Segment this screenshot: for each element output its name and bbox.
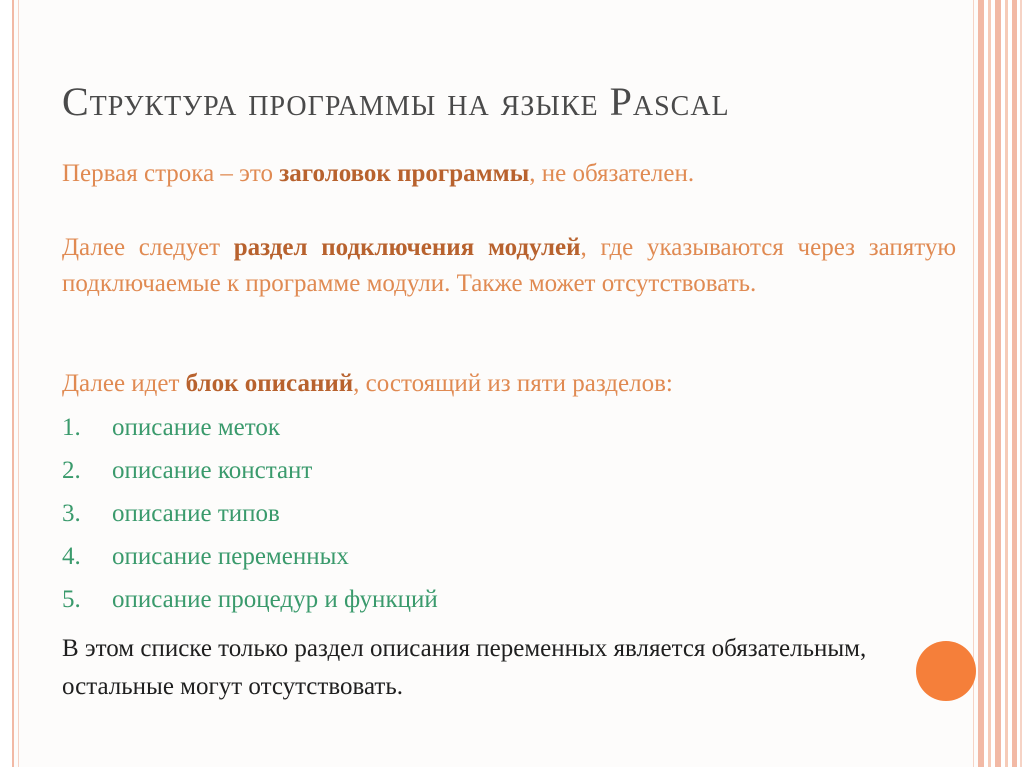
highlight-term: блок описаний (185, 370, 354, 397)
stripe (1012, 0, 1017, 767)
sections-list (62, 406, 438, 621)
stripe (1020, 0, 1022, 767)
slide-title: Структура программы на языке Pascal (62, 79, 730, 124)
stripe (995, 0, 1001, 767)
stripe (1005, 0, 1008, 767)
paragraph-text: Далее следует (62, 234, 234, 261)
paragraph-header (62, 156, 694, 192)
list-item (62, 449, 438, 492)
list-item (62, 492, 438, 535)
list-item (62, 578, 438, 621)
list-text: описание констант (112, 457, 313, 484)
list-number: 5. (62, 586, 81, 613)
stripe (980, 0, 984, 767)
list-number: 3. (62, 500, 81, 527)
paragraph-declarations (62, 366, 673, 402)
paragraph-text: , состоящий из пяти разделов: (353, 370, 673, 397)
stripe (988, 0, 991, 767)
paragraph-text: , где указываются через запятую подключаемые к программе модули. Также может отсутствовать. (62, 234, 956, 297)
decorative-stripes (980, 0, 1024, 767)
list-item (62, 406, 438, 449)
list-text: описание типов (112, 500, 280, 527)
list-item (62, 535, 438, 578)
list-text: описание переменных (112, 543, 349, 570)
list-number: 4. (62, 543, 81, 570)
paragraph-text: Далее идет (62, 370, 186, 397)
list-number: 2. (62, 457, 81, 484)
note-text: В этом списке только раздел описания переменных является обязательным, остальные могут отсутствовать. (62, 635, 867, 700)
paragraph-text: , не обязателен. (529, 160, 695, 187)
list-text: описание меток (112, 414, 281, 441)
paragraph-modules (62, 230, 956, 302)
highlight-term: заголовок программы (279, 160, 530, 187)
highlight-term: раздел подключения модулей (233, 234, 581, 261)
list-number: 1. (62, 414, 81, 441)
paragraph-text: Первая строка – это (62, 160, 280, 187)
list-text: описание процедур и функций (112, 586, 438, 613)
accent-circle-icon (916, 641, 976, 701)
